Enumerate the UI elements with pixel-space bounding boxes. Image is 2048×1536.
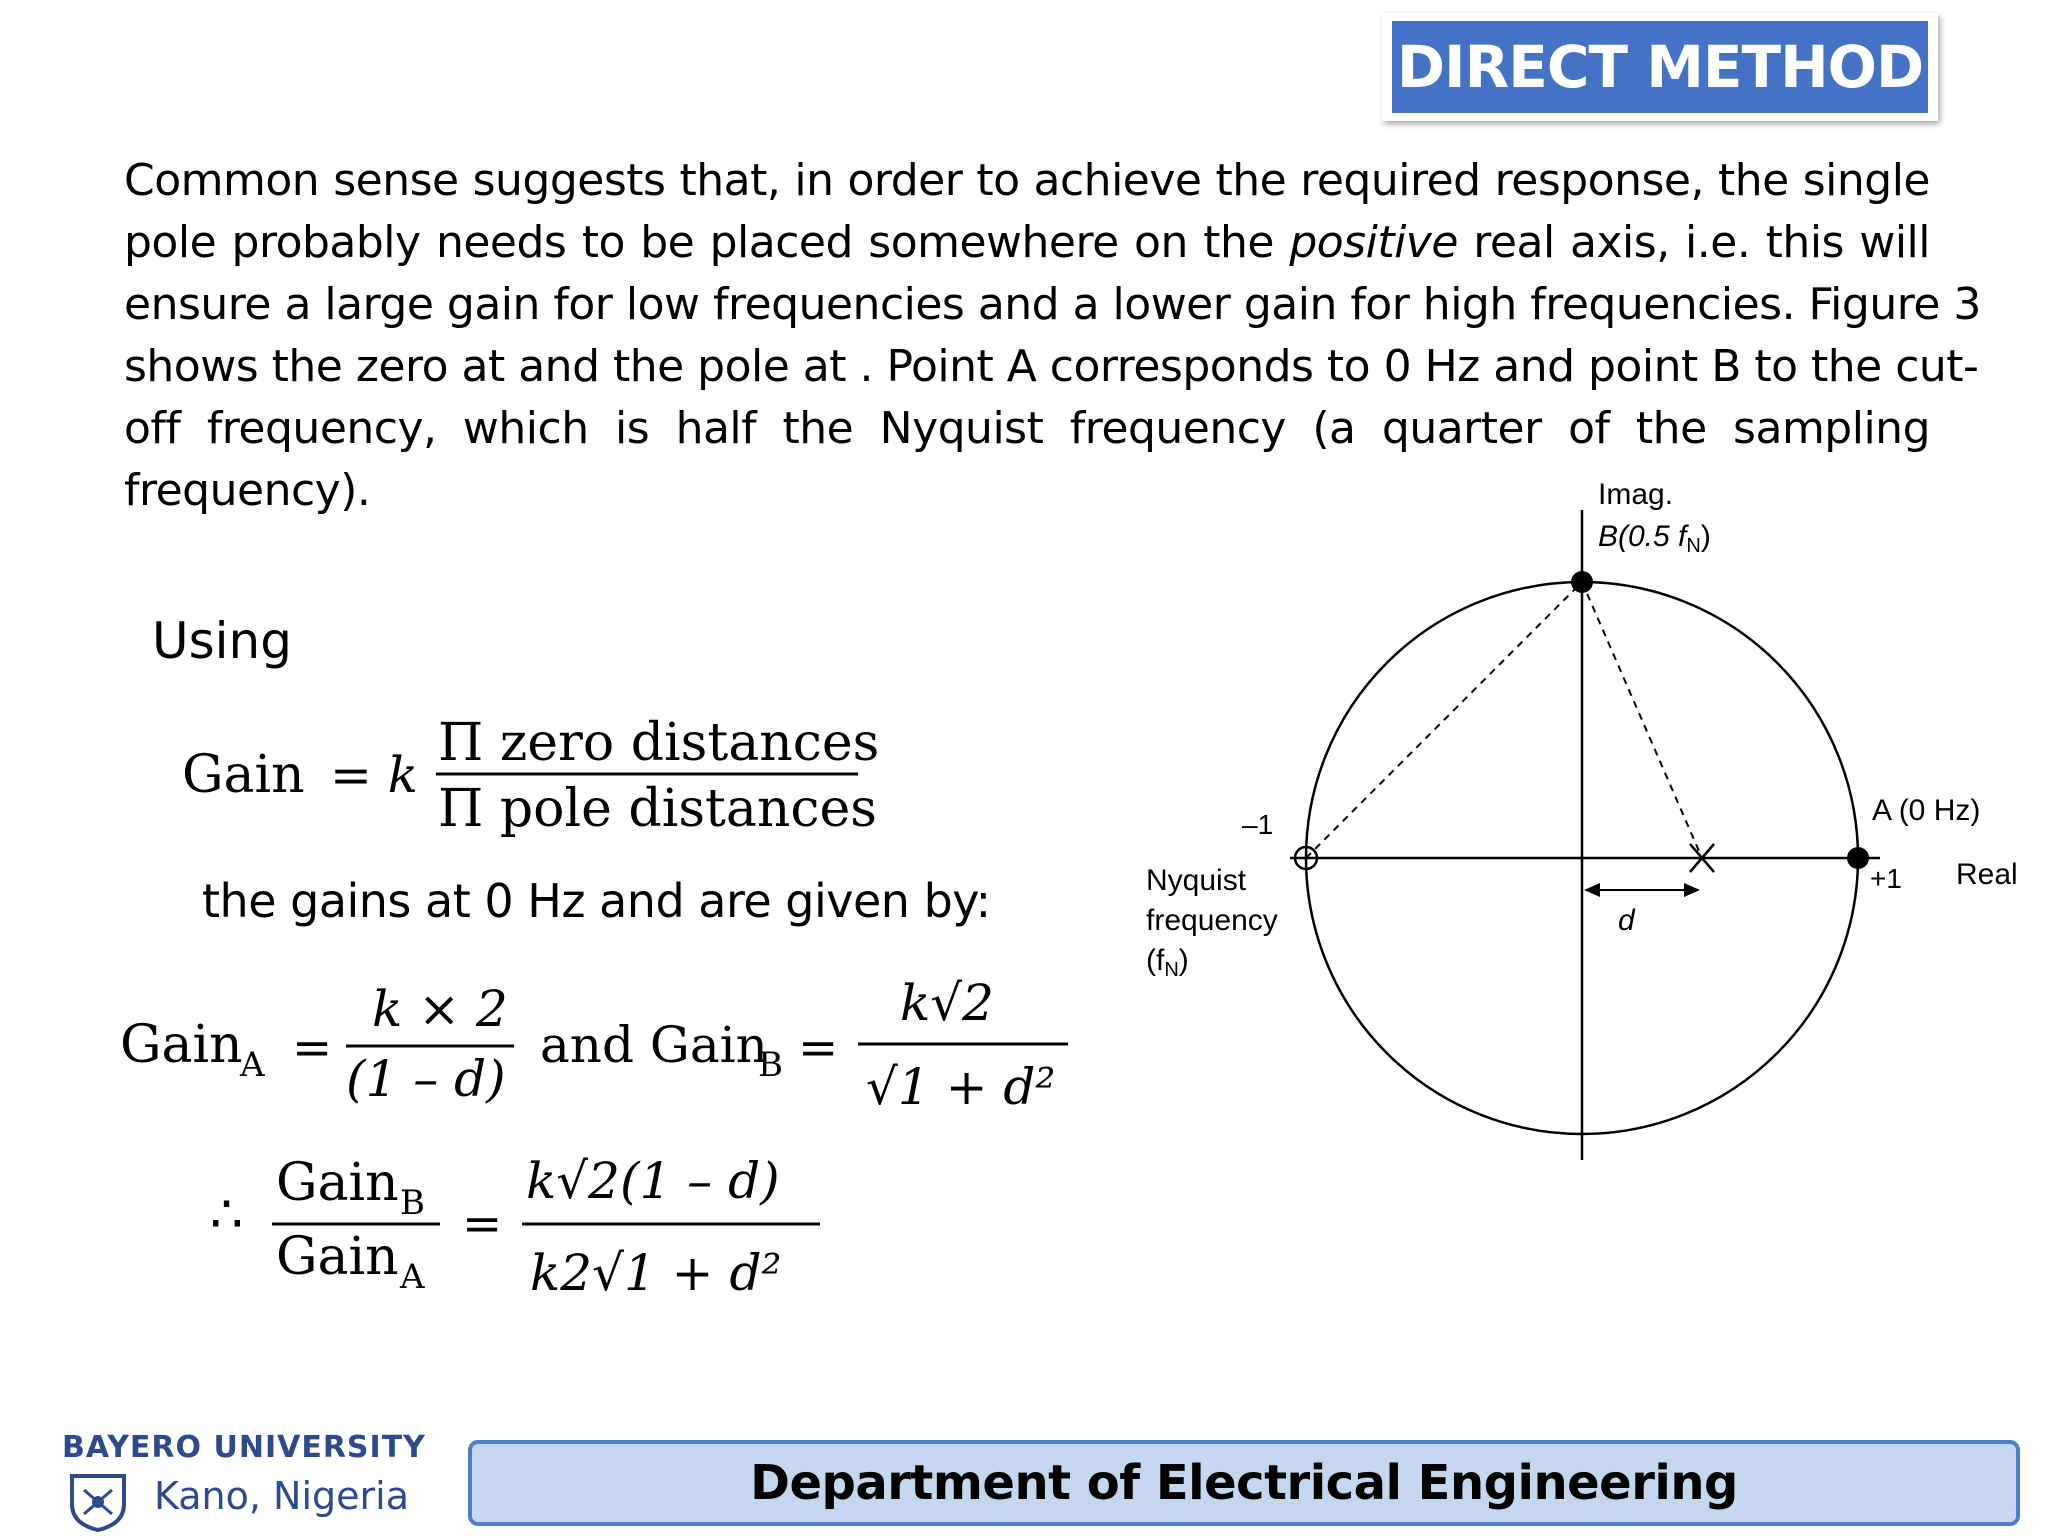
paragraph-text: real axis, i.e. this will <box>1457 217 1930 268</box>
body-paragraph <box>124 150 1981 522</box>
unit-circle-diagram <box>1130 470 2048 1170</box>
eq-sign: = <box>798 1020 839 1076</box>
gain-a-sub: A <box>240 1045 265 1085</box>
point-b <box>1571 571 1593 593</box>
plus-one-label: +1 <box>1870 863 1902 894</box>
paragraph-text: off frequency, which is half the Nyquist frequency (a quarter of the sampling <box>124 403 1930 454</box>
department-banner <box>468 1440 2020 1526</box>
den-a: (1 – d) <box>346 1050 506 1108</box>
slide-title: DIRECT METHOD <box>1392 21 1928 113</box>
paragraph-line <box>124 398 1930 460</box>
real-label: Real <box>1956 858 2018 891</box>
ratio-den-sub: A <box>400 1257 425 1297</box>
arrow-left-icon <box>1584 883 1600 897</box>
university-logo <box>62 1430 462 1530</box>
b-label: B(0.5 $f_N$) <box>1598 520 1711 557</box>
gain-a-text: Gain <box>120 1015 243 1075</box>
gain-b-sub: B <box>758 1045 783 1085</box>
gain-lhs: Gain <box>182 745 305 805</box>
nyquist-label-3: $(f_N)$ <box>1146 944 1189 981</box>
nyquist-label-1: Nyquist <box>1146 864 1247 897</box>
gains-intro-text: the gains at 0 Hz and are given by: <box>202 874 991 928</box>
university-name: BAYERO UNIVERSITY <box>62 1430 426 1465</box>
num-a: k × 2 <box>372 980 508 1038</box>
paragraph-text: frequency). <box>124 465 371 516</box>
num-b: k√2 <box>900 974 994 1032</box>
ratio-den: Gain <box>276 1227 399 1287</box>
gain-a-b-formula <box>110 970 1090 1140</box>
dashed-line-zero-to-b <box>1306 582 1582 858</box>
paragraph-text: shows the zero at and the pole at . Point A corresponds to 0 Hz and point B to the cut- <box>124 341 1979 392</box>
gain-eq-k: = k <box>330 746 419 804</box>
emphasis-text: positive <box>1289 217 1458 268</box>
gain-numerator: Π zero distances <box>438 713 880 773</box>
imag-label: Imag. <box>1598 478 1674 511</box>
gain-ratio-formula <box>200 1140 860 1320</box>
ratio-num: Gain <box>276 1153 399 1213</box>
d-label: d <box>1618 904 1635 937</box>
department-name: Department of Electrical Engineering <box>750 1455 1738 1511</box>
gain-formula <box>170 700 890 850</box>
dashed-line-b-to-pole <box>1582 582 1702 858</box>
paragraph-line <box>124 212 1930 274</box>
ratio-num-sub: B <box>400 1183 425 1223</box>
ratio-rhs-den: k2√1 + d² <box>530 1244 782 1302</box>
slide-title-box <box>1382 13 1938 121</box>
paragraph-line <box>124 150 1930 212</box>
paragraph-line <box>124 336 1979 398</box>
university-crest-icon <box>66 1470 130 1532</box>
ratio-rhs-num: k√2(1 – d) <box>526 1152 780 1210</box>
arrow-right-icon <box>1684 883 1700 897</box>
paragraph-text: ensure a large gain for low frequencies and a lower gain for high frequencies. Figure 3 <box>124 279 1981 330</box>
gain-denominator: Π pole distances <box>438 779 877 839</box>
university-location: Kano, Nigeria <box>154 1474 409 1518</box>
point-a-label: A (0 Hz) <box>1872 794 1981 827</box>
therefore-symbol: ∴ <box>210 1185 244 1245</box>
paragraph-text: pole probably needs to be placed somewhere on the <box>124 217 1290 268</box>
and-gain-b: and Gain <box>540 1016 768 1074</box>
point-a <box>1847 847 1869 869</box>
paragraph-line <box>124 274 1981 336</box>
minus-one-label: –1 <box>1242 809 1274 840</box>
nyquist-label-2: frequency <box>1146 904 1278 937</box>
paragraph-text: Common sense suggests that, in order to achieve the required response, the single <box>124 155 1930 206</box>
eq-sign: = <box>292 1020 333 1076</box>
eq-sign: = <box>462 1196 503 1252</box>
using-label: Using <box>152 612 292 670</box>
den-b: √1 + d² <box>866 1058 1056 1116</box>
